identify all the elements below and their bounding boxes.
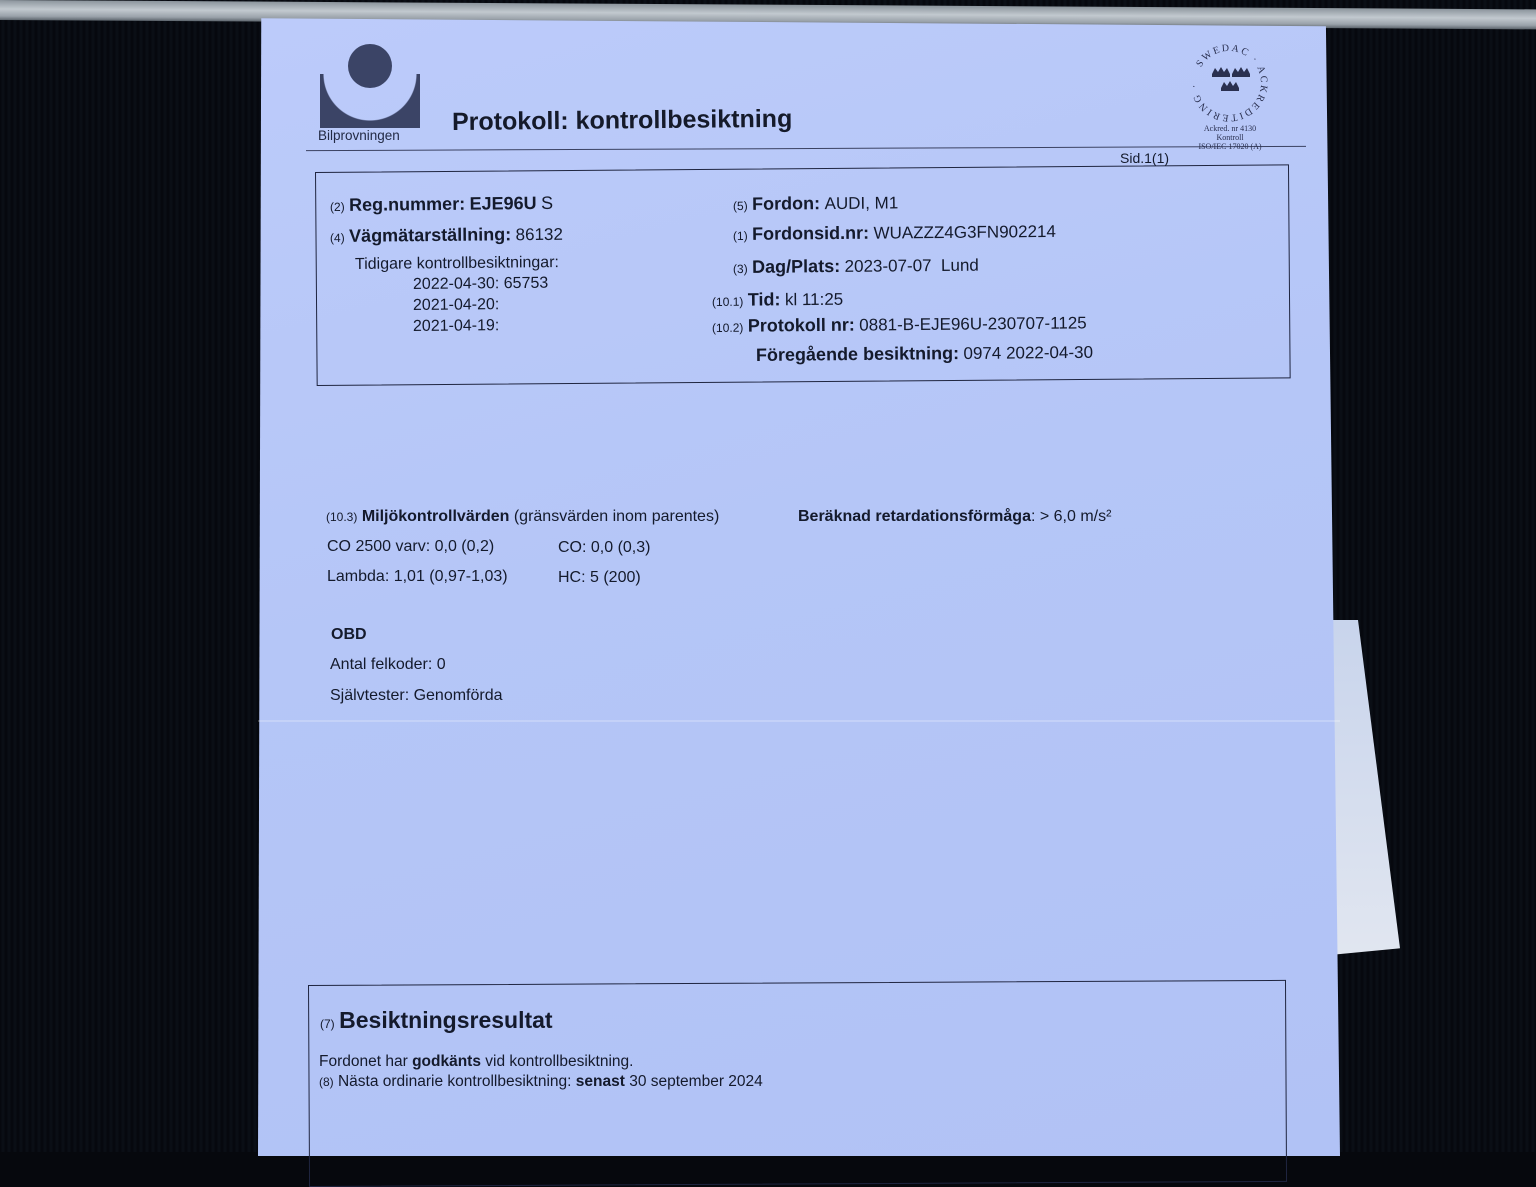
date-place-field [733, 255, 979, 278]
field-label: Dag/Plats: [752, 255, 841, 277]
odometer-field [330, 224, 563, 247]
field-index: (5) [732, 198, 748, 213]
previous-inspection-row [413, 275, 548, 294]
previous-date: 2021-04-20: [412, 296, 500, 314]
field-index: (3) [732, 261, 748, 276]
hc-value: HC: 5 (200) [558, 569, 641, 586]
result-text: vid kontrollbesiktning. [480, 1053, 634, 1070]
obd-fault-codes: Antal felkoder: 0 [330, 656, 446, 673]
reg-number-value: EJE96U [469, 193, 537, 214]
previous-reading: 65753 [503, 274, 549, 293]
brake-label: Beräknad retardationsförmåga [798, 508, 1031, 525]
co-value: CO: 0,0 (0,3) [558, 539, 651, 556]
paper-fold [258, 720, 1340, 722]
field-index: (7) [320, 1017, 335, 1031]
brake-field [798, 508, 1111, 526]
time-field [712, 289, 843, 311]
date-place-value: 2023-07-07 Lund [844, 255, 979, 276]
previous-inspections-title: Tidigare kontrollbesiktningar: [354, 254, 560, 273]
logo-bowl-icon [320, 74, 420, 128]
lambda-value: Lambda: 1,01 (0,97-1,03) [327, 568, 508, 585]
field-index: (10.2) [711, 320, 744, 335]
obd-title: OBD [331, 626, 367, 643]
brake-value: : > 6,0 m/s² [1030, 508, 1112, 525]
field-label: Fordonsid.nr: [752, 222, 870, 244]
field-index: (10.1) [711, 294, 744, 309]
field-label: Föregående besiktning: [755, 343, 960, 365]
previous-date: 2022-04-30: [412, 275, 500, 293]
accreditation-standard: ISO/IEC 17020 (A) [1198, 142, 1262, 151]
bilprovningen-logo [320, 44, 420, 146]
next-inspection-qualifier: senast [575, 1073, 625, 1090]
brand-name: Bilprovningen [318, 128, 400, 143]
field-label: Fordon: [752, 193, 821, 214]
odometer-value: 86132 [515, 224, 563, 245]
next-inspection-line [319, 1073, 763, 1091]
field-label: Reg.nummer: [349, 193, 466, 215]
page-number: Sid.1(1) [1120, 150, 1170, 166]
reg-number-field [330, 193, 553, 216]
accreditation-number: Ackred. nr 4130 [1203, 124, 1257, 133]
previous-inspection-row [413, 317, 499, 336]
co-2500-value: CO 2500 varv: 0,0 (0,2) [327, 538, 495, 555]
vehicle-value: AUDI, M1 [824, 193, 899, 214]
swedac-crowns-icon [1188, 44, 1270, 122]
section-label: Miljökontrollvärden [361, 508, 510, 525]
field-label: Protokoll nr: [747, 314, 855, 336]
vehicle-field [733, 192, 898, 215]
accreditation-type: Kontroll [1216, 133, 1244, 142]
swedac-seal [1180, 44, 1280, 154]
previous-date: 2021-04-19: [412, 317, 500, 335]
result-heading [320, 1007, 553, 1034]
result-title: Besiktningsresultat [339, 1007, 553, 1033]
vin-value: WUAZZZ4G3FN902214 [873, 221, 1056, 243]
previous-inspection-value: 0974 2022-04-30 [963, 342, 1094, 364]
previous-inspection-field [756, 342, 1093, 366]
field-index: (1) [732, 228, 748, 243]
protocol-field [712, 312, 1087, 337]
obd-self-tests: Självtester: Genomförda [330, 687, 503, 704]
field-index: (2) [329, 199, 345, 214]
field-index: (10.3) [326, 510, 358, 524]
vin-field [733, 221, 1056, 245]
accreditation-text [1180, 124, 1280, 151]
next-inspection-label: Nästa ordinarie kontrollbesiktning: [333, 1073, 576, 1090]
section-note: (gränsvärden inom parentes) [513, 508, 720, 525]
result-status: godkänts [412, 1053, 481, 1070]
next-inspection-date: 30 september 2024 [624, 1073, 763, 1090]
field-label: Tid: [747, 289, 781, 310]
protocol-value: 0881-B-EJE96U-230707-1125 [859, 313, 1087, 335]
result-status-line [319, 1053, 633, 1071]
result-text: Fordonet har [319, 1053, 413, 1070]
time-value: kl 11:25 [784, 289, 844, 310]
reg-suffix: S [540, 192, 554, 213]
field-index: (4) [329, 230, 345, 245]
previous-inspection-row [413, 296, 499, 315]
environment-heading [326, 508, 719, 526]
svg-text:SWEDAC · ACKREDITERING ·: SWEDAC · ACKREDITERING · [1188, 44, 1270, 122]
page-title: Protokoll: kontrollbesiktning [451, 104, 793, 136]
field-label: Vägmätarställning: [349, 224, 512, 246]
field-index: (8) [319, 1075, 334, 1089]
